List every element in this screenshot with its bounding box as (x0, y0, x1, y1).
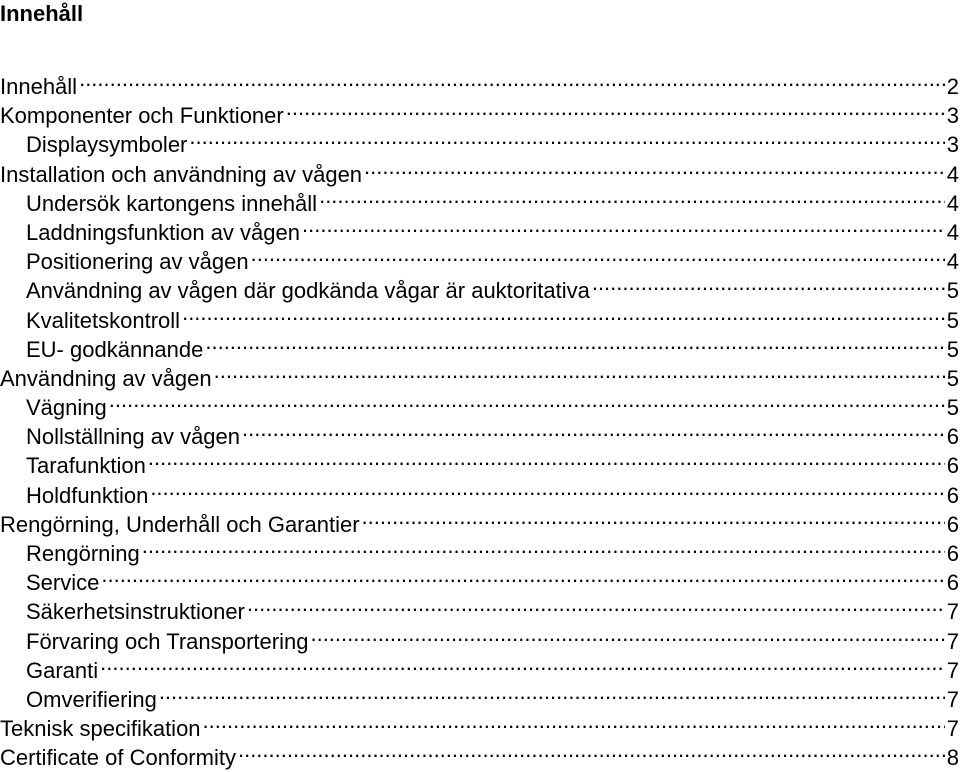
toc-entry[interactable] (0, 678, 960, 712)
dot-leader (310, 620, 944, 649)
toc-entry-page-number: 6 (946, 570, 959, 596)
toc-entry-label: Nollställning av vågen (26, 424, 241, 450)
toc-entry-page-number: 7 (946, 716, 959, 742)
toc-entry-label: Garanti (26, 657, 99, 683)
toc-entry-page-number: 3 (946, 103, 959, 129)
dot-leader (189, 123, 944, 152)
toc-entry-label: Displaysymboler (26, 132, 188, 158)
toc-entry-page-number: 5 (946, 395, 959, 421)
toc-entry-label: Förvaring och Transportering (26, 628, 309, 654)
toc-entry-label: Positionering av vågen (26, 249, 249, 275)
toc-entry[interactable] (0, 94, 960, 129)
dot-leader (214, 357, 945, 386)
toc-entry-label: EU- godkännande (26, 336, 204, 362)
dot-leader (247, 590, 945, 619)
dot-leader (150, 474, 944, 503)
toc-entry-page-number: 5 (946, 365, 959, 391)
toc-entry[interactable] (0, 561, 960, 596)
toc-entry-page-number: 2 (946, 74, 959, 99)
dot-leader (242, 415, 945, 444)
dot-leader (238, 736, 945, 765)
toc-entry-label: Holdfunktion (26, 482, 149, 508)
toc-entry-page-number: 7 (946, 686, 959, 712)
toc-entry-page-number: 4 (946, 161, 959, 187)
toc-entry-page-number: 4 (946, 190, 959, 216)
dot-leader (100, 649, 945, 678)
toc-entry-page-number: 7 (946, 628, 959, 654)
toc-entry-label: Användning av vågen (0, 365, 212, 391)
toc-entry-page-number: 5 (946, 278, 959, 304)
toc-entry-page-number: 4 (946, 249, 959, 275)
toc-entry-page-number: 5 (946, 336, 959, 362)
toc-entry-page-number: 7 (946, 599, 959, 625)
dot-leader (592, 269, 945, 298)
toc-entry[interactable] (0, 386, 960, 421)
dot-leader (286, 94, 945, 123)
dot-leader (203, 707, 945, 736)
toc-entry-label: Service (26, 570, 100, 596)
toc-entry-label: Installation och användning av vågen (0, 161, 363, 187)
toc-entry-label: Kvalitetskontroll (26, 307, 181, 333)
dot-leader (109, 386, 945, 415)
toc-entry-label: Användning av vågen där godkända vågar är auktoritativa (26, 278, 590, 304)
toc-entry-page-number: 8 (946, 745, 959, 771)
dot-leader (148, 444, 945, 473)
dot-leader (251, 240, 945, 269)
toc-entry-page-number: 6 (946, 541, 959, 566)
toc-entry-label: Innehåll (0, 74, 78, 99)
dot-leader (142, 532, 945, 561)
toc-entry[interactable] (0, 532, 960, 566)
toc-entry-label: Komponenter och Funktioner (0, 103, 284, 129)
toc-entry-page-number: 4 (946, 219, 959, 245)
dot-leader (362, 503, 945, 532)
toc-entry[interactable] (0, 65, 960, 99)
toc-entry-label: Säkerhetsinstruktioner (26, 599, 245, 625)
toc-entry-label: Tarafunktion (26, 453, 146, 479)
dot-leader (182, 299, 945, 328)
dot-leader (364, 153, 945, 182)
dot-leader (205, 328, 944, 357)
toc-entry[interactable] (0, 649, 960, 683)
toc-entry-label: Omverifiering (26, 686, 157, 712)
toc-entry-label: Vägning (26, 395, 107, 421)
toc-entry-page-number: 3 (946, 132, 959, 158)
toc-entry[interactable] (0, 590, 960, 625)
dot-leader (101, 561, 944, 590)
toc-entry-label: Teknisk specifikation (0, 716, 201, 742)
toc-entry-label: Laddningsfunktion av vågen (26, 219, 300, 245)
toc-entry-label: Rengörning (26, 541, 140, 566)
table-of-contents (0, 65, 960, 771)
dot-leader (319, 182, 945, 211)
toc-entry-page-number: 6 (946, 453, 959, 479)
dot-leader (302, 211, 945, 240)
page-title: Innehåll (0, 1, 84, 26)
toc-entry-label: Rengörning, Underhåll och Garantier (0, 511, 360, 537)
toc-entry-page-number: 6 (946, 482, 959, 508)
toc-entry-page-number: 6 (946, 424, 959, 450)
toc-entry-page-number: 7 (946, 657, 959, 683)
toc-entry[interactable] (0, 415, 960, 450)
dot-leader (79, 65, 945, 94)
toc-entry-label: Undersök kartongens innehåll (26, 190, 318, 216)
toc-entry-page-number: 5 (946, 307, 959, 333)
toc-entry-page-number: 6 (946, 511, 959, 537)
dot-leader (159, 678, 945, 707)
toc-entry-label: Certificate of Conformity (0, 745, 236, 771)
